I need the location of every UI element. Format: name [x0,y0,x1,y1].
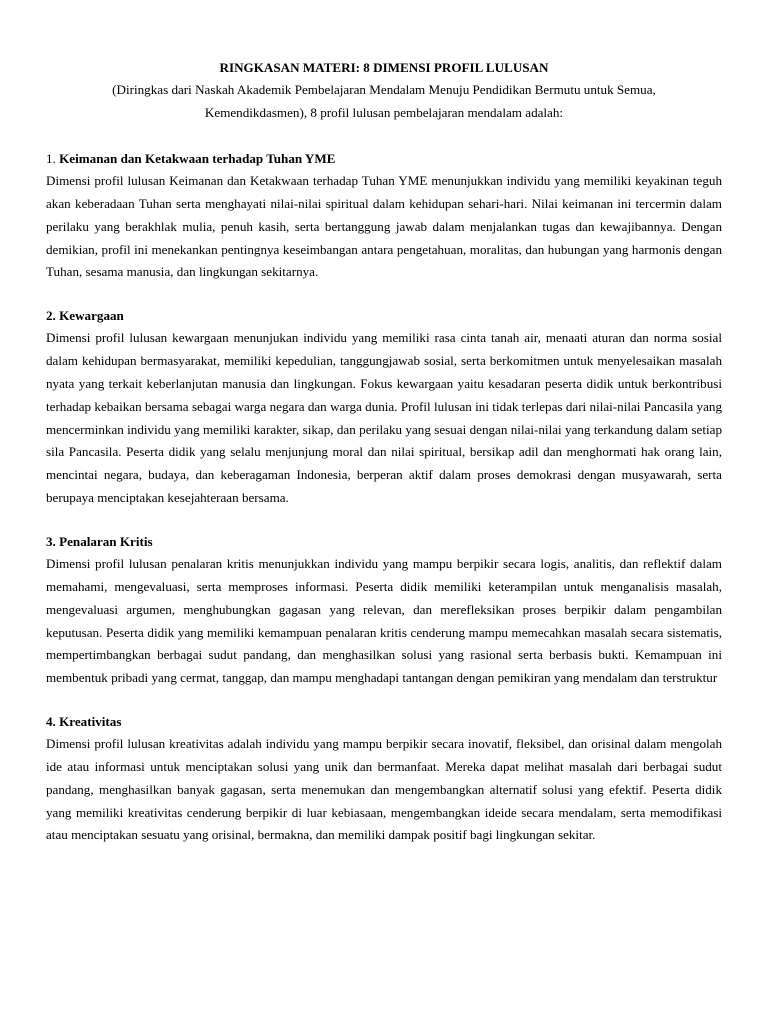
section-body: Dimensi profil lulusan penalaran kritis menunjukkan individu yang mampu berpikir secara logis, analitis, dan reflektif dalam memahami, mengevaluasi, serta memproses informasi. Peserta didik memiliki keterampilan untuk menganalisis masalah, mengevaluasi argumen, menghubungkan gagasan yang relevan, dan merefleksikan proses berpikir dalam pengambilan keputusan. Peserta didik yang memiliki kemampuan penalaran kritis cenderung mampu memecahkan masalah secara sistematis, mempertimbangkan berbagai sudut pandang, dan menghasilkan solusi yang rasional serta berbasis bukti. Kemampuan ini membentuk pribadi yang cermat, tanggap, dan mampu menghadapi tantangan dengan pemikiran yang mendalam dan terstruktur [46,555,722,686]
section-keimanan [46,147,722,284]
document-title: RINGKASAN MATERI: 8 DIMENSI PROFIL LULUSAN [219,60,549,75]
section-body: Dimensi profil lulusan kreativitas adalah individu yang mampu berpikir secara inovatif, fleksibel, dan orisinal dalam mengolah ide atau informasi untuk menciptakan solusi yang unik dan bermanfaat. Mereka dapat melihat masalah dari berbagai sudut pandang, menghasilkan banyak gagasan, serta menemukan dan mengembangkan alternatif solusi yang efektif. Peserta didik yang memiliki kreativitas cenderung berpikir di luar kebiasaan, mengembangkan ideide secara mendalam, serta memodifikasi atau menciptakan sesuatu yang orisinal, bermakna, dan memiliki dampak positif bagi lingkungan sekitar. [46,736,722,843]
spacer [46,124,722,147]
section-heading [46,530,722,553]
document-page [46,58,722,847]
spacer [46,510,722,530]
section-title: Keimanan dan Ketakwaan terhadap Tuhan YME [59,151,336,166]
section-number: 2. [46,308,56,324]
section-penalaran-kritis [46,530,722,690]
spacer [46,690,722,710]
section-kewargaan [46,304,722,510]
spacer [46,284,722,304]
section-number: 4. [46,714,56,730]
section-number: 1. [46,151,56,166]
section-title: Kewargaan [59,308,124,324]
section-title: Penalaran Kritis [59,533,153,549]
section-body: Dimensi profil lulusan kewargaan menunjukan individu yang memiliki rasa cinta tanah air, menaati aturan dan norma sosial dalam kehidupan bermasyarakat, memiliki kepedulian, tanggungjawab sosial, serta berkomitmen untuk menyelesaikan masalah nyata yang terkait keberlanjutan manusia dan lingkungan. Fokus kewargaan yaitu kesadaran peserta didik untuk berkontribusi terhadap kebaikan bersama sebagai warga negara dan warga dunia. Profil lulusan ini tidak terlepas dari nilai-nilai Pancasila yang mencerminkan individu yang memiliki karakter, sikap, dan perilaku yang sesuai dengan nilai-nilai yang terkandung dalam setiap sila Pancasila. Peserta didik yang selalu menjunjung moral dan nilai spiritual, bersikap adil dan menghormati hak orang lain, mencintai negara, budaya, dan keberagaman Indonesia, berperan aktif dalam proses demokrasi dengan musyawarah, serta berupaya menciptakan kesejahteraan bersama. [46,330,722,506]
section-title: Kreativitas [59,714,122,730]
section-body: Dimensi profil lulusan Keimanan dan Ketakwaan terhadap Tuhan YME menunjukkan individu yang memiliki keyakinan teguh akan keberadaan Tuhan serta menghayati nilai-nilai spiritual dalam kehidupan sehari-hari. Nilai keimanan ini tercermin dalam perilaku yang berakhlak mulia, penuh kasih, serta bertanggung jawab dalam menjalankan tugas dan kewajibannya. Dengan demikian, profil ini menekankan pentingnya keseimbangan antara pengetahuan, moralitas, dan hubungan yang harmonis dengan Tuhan, sesama manusia, dan lingkungan sekitarnya. [46,173,722,280]
section-kreativitas [46,710,722,847]
section-number: 3. [46,533,56,549]
section-heading [46,304,722,327]
document-subtitle: (Diringkas dari Naskah Akademik Pembelajaran Mendalam Menuju Pendidikan Bermutu untuk Semua, Kemendikdasmen), 8 profil lulusan pembelajaran mendalam adalah: [112,82,656,120]
section-heading [46,147,722,170]
section-heading [46,710,722,733]
